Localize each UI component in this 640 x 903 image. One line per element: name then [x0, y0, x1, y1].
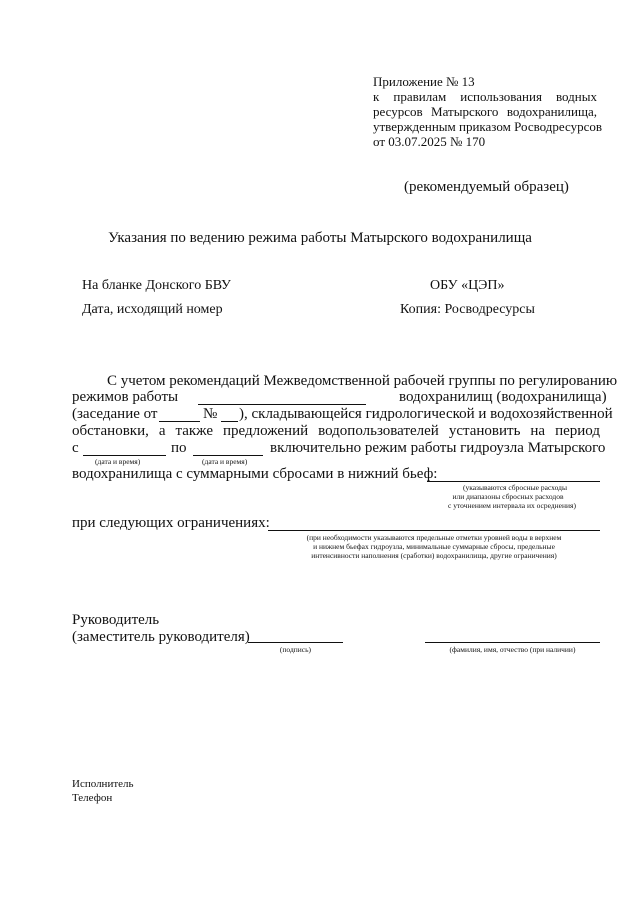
- fill-in-line: [427, 481, 600, 482]
- appendix-line: к правилам использования водных: [373, 89, 597, 104]
- body-text: с: [72, 440, 79, 456]
- fill-in-line: [198, 404, 366, 405]
- body-line-1: С учетом рекомендаций Межведомственной рабочей группы по регулированию: [107, 373, 618, 389]
- phone-label: Телефон: [72, 792, 113, 804]
- limits-hint: интенсивности наполнения (сработки) водохранилища, другие ограничения): [311, 551, 557, 560]
- body-text: при следующих ограничениях:: [72, 515, 270, 531]
- discharge-hint: или диапазоны сбросных расходов: [452, 492, 564, 501]
- date-hint: (дата и время): [95, 457, 141, 466]
- fill-in-line: [193, 455, 263, 456]
- fill-in-line: [221, 421, 238, 422]
- body-text: водохранилища с суммарными сбросами в нижний бьеф:: [72, 466, 438, 482]
- signatory-title: Руководитель: [72, 612, 160, 628]
- body-text: включительно режим работы гидроузла Матырского: [270, 440, 606, 456]
- date-number-label: Дата, исходящий номер: [82, 302, 223, 317]
- sample-note: (рекомендуемый образец): [404, 179, 569, 195]
- copy-recipient: Копия: Росводресурсы: [400, 302, 535, 317]
- body-text: по: [171, 440, 187, 456]
- signature-line: [248, 642, 343, 643]
- letterhead-label: На бланке Донского БВУ: [82, 278, 231, 293]
- executor-label: Исполнитель: [72, 778, 134, 790]
- appendix-line: ресурсов Матырского водохранилища,: [373, 104, 597, 119]
- fill-in-line: [159, 421, 200, 422]
- date-hint: (дата и время): [202, 457, 248, 466]
- name-line: [425, 642, 600, 643]
- fill-in-line: [83, 455, 166, 456]
- signature-hint: (подпись): [279, 645, 312, 654]
- recipient: ОБУ «ЦЭП»: [430, 278, 505, 293]
- body-line-4: обстановки, а также предложений водопользователей установить на период: [72, 423, 600, 439]
- document-title: Указания по ведению режима работы Матырского водохранилища: [108, 230, 532, 246]
- body-text: ), складывающейся гидрологической и водохозяйственной: [239, 406, 613, 422]
- body-text: (заседание от: [72, 406, 158, 422]
- body-text: режимов работы: [72, 389, 179, 405]
- name-hint: (фамилия, имя, отчество (при наличии): [449, 645, 576, 654]
- signatory-title: (заместитель руководителя): [72, 629, 250, 645]
- limits-hint: (при необходимости указываются предельные отметки уровней воды в верхнем: [306, 533, 562, 542]
- fill-in-line: [268, 530, 600, 531]
- limits-hint: и нижнем бьефах гидроузла, минимальные суммарные сбросы, предельные: [313, 542, 555, 551]
- discharge-hint: с уточнением интервала их осреднения): [448, 501, 576, 510]
- body-text: №: [203, 406, 218, 422]
- appendix-line: утвержденным приказом Росводресурсов: [373, 119, 602, 134]
- discharge-hint: (указываются сбросные расходы: [462, 483, 568, 492]
- appendix-number: Приложение № 13: [373, 74, 475, 89]
- body-text: водохранилищ (водохранилища): [399, 389, 607, 405]
- appendix-date: от 03.07.2025 № 170: [373, 134, 486, 149]
